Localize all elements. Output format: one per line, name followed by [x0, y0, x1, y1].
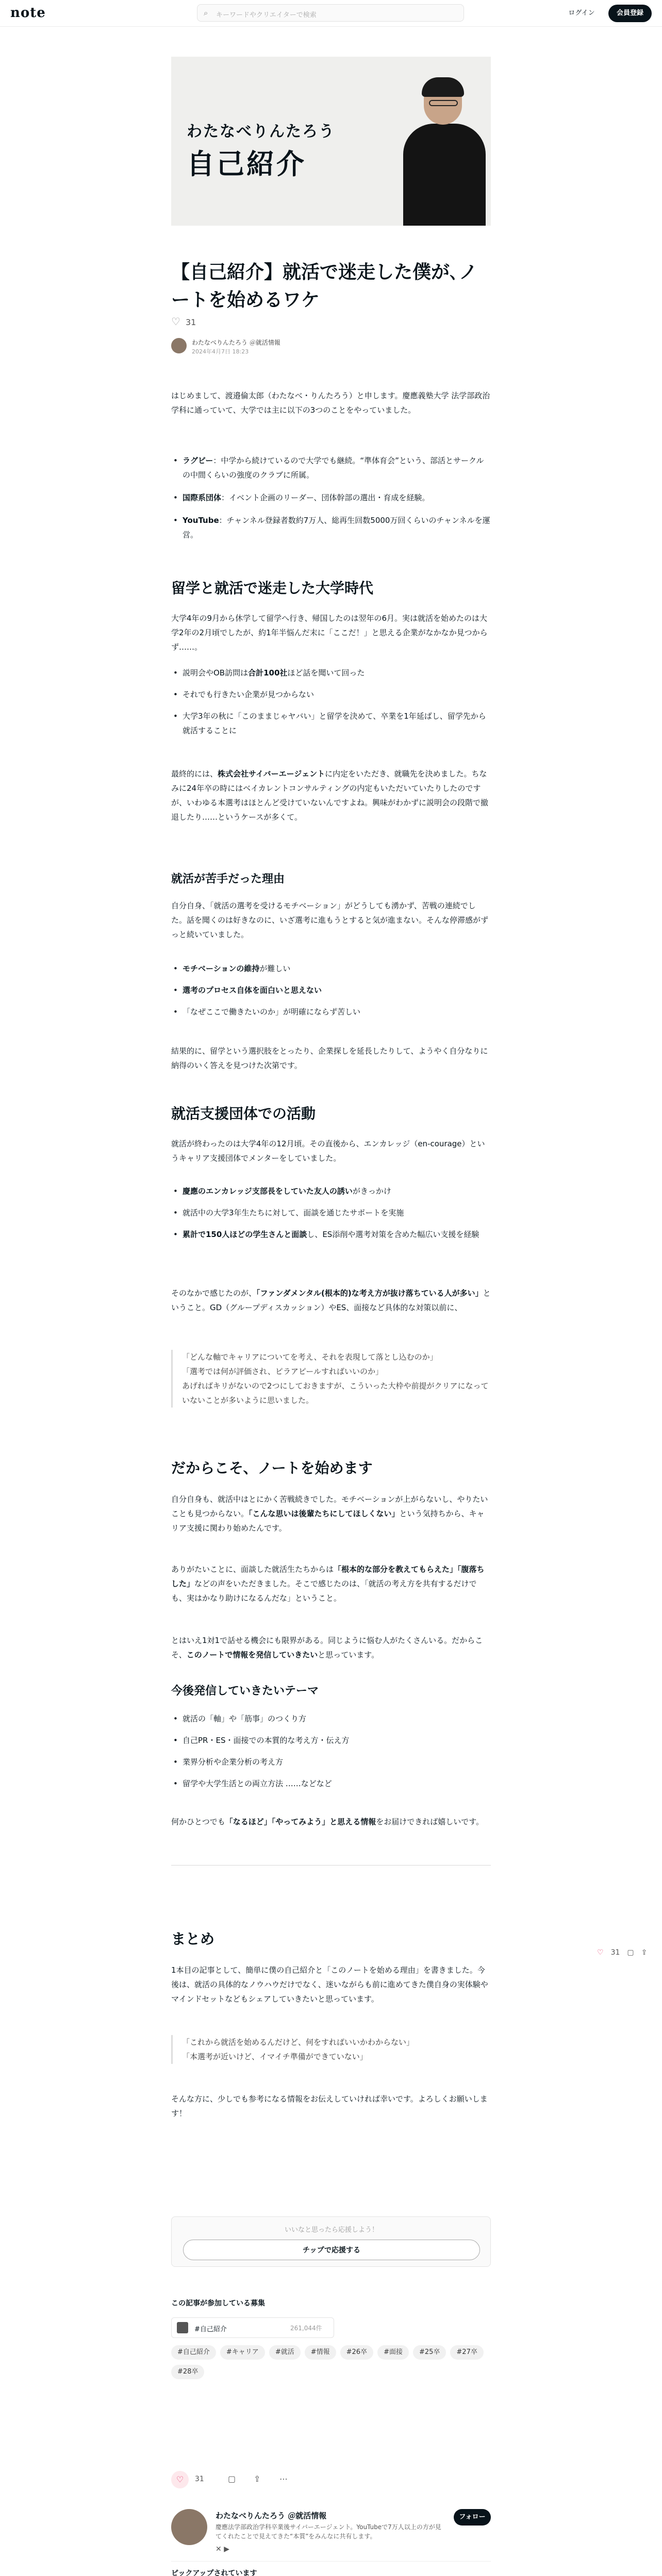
tag[interactable]: #28卒 [171, 2365, 204, 2379]
youtube-icon[interactable]: ▶ [224, 2545, 229, 2553]
pickup-heading: ピックアップされています [171, 2569, 257, 2576]
creator-bio: 慶應法学部政治学科卒業後サイバーエージェント。YouTubeで7万人以上の方が見てくれたことで見えてきた“本質”をみんなに共有します。 [216, 2523, 441, 2540]
like-button[interactable]: ♡ [171, 2471, 189, 2488]
site-header [0, 0, 662, 27]
list-item: • 国際系団体：イベント企画のリーダー、団体幹部の選出・育成を経験。 [183, 490, 491, 505]
list-item: • 累計で150人ほどの学生さんと面談し、ES添削や選考対策を含めた幅広い支援を経験 [183, 1227, 491, 1242]
subsection-heading: 今後発信していきたいテーマ [171, 1685, 319, 1698]
share-icon[interactable]: ⇪ [254, 2474, 261, 2484]
paragraph: そのなかで感じたのが、「ファンダメンタル(根本的)な考え方が抜け落ちている人が多い」ということ。GD（グループディスカッション）やES、面接など具体的な対策以前に、 [171, 1289, 491, 1312]
list-item: • YouTube：チャンネル登録者数約7万人、総再生回数5000万回くらいのチャンネルを運営。 [183, 513, 491, 542]
paragraph: 自分自身、「就活の選考を受けるモチベーション」がどうしても湧かず、苦戦の連続でした。話を聞くのは好きなのに、いざ選考に進もうとすると気が進まない。そんな停滞感がずっと続いていました。 [171, 901, 489, 939]
paragraph: ありがたいことに、面談した就活生たちからは「根本的な部分を教えてもらえた」「腹落ちした」などの声をいただきました。そこで感じたのは、「就活の考え方を共有するだけでも、実はかなり助けになるんだな」ということ。 [171, 1565, 485, 1603]
section-heading: まとめ [171, 1930, 215, 1947]
tip-button[interactable]: チップで応援する [183, 2240, 480, 2260]
tag[interactable]: #就活 [269, 2345, 301, 2360]
share-icon[interactable]: ⇪ [641, 1948, 648, 1957]
list-item: • 説明会やOB訪問は合計100社ほど話を聞いて回った [183, 666, 491, 680]
paragraph: 結果的に、留学という選択肢をとったり、企業探しを延長したりして、ようやく自分なりに納得のいく答えを見つけた次第です。 [171, 1046, 488, 1070]
tag[interactable]: #27卒 [450, 2345, 483, 2360]
more-icon[interactable]: ⋯ [279, 2474, 288, 2484]
tag[interactable]: #情報 [305, 2345, 336, 2360]
creator-card [171, 2504, 491, 2562]
article-actions [171, 2471, 491, 2488]
comment-icon[interactable]: ▢ [228, 2474, 236, 2484]
eyecatch-title: 自己紹介 [187, 148, 306, 180]
paragraph: 最終的には、株式会社サイバーエージェントに内定をいただき、就職先を決めました。ちなみに24年卒の時にはベイカレントコンサルティングの内定もいただいていたりしたのですが、いわゆる本選考はほとんど受けていないんですよね。興味がわかずに説明会の段階で撤退したり……というケースが多くて。 [171, 769, 489, 822]
eyecatch-subtitle: わたなべりんたろう [187, 123, 335, 141]
avatar[interactable] [171, 2509, 207, 2545]
x-icon[interactable]: ✕ [216, 2545, 222, 2553]
divider [171, 1865, 491, 1866]
sns-icons [216, 2545, 229, 2553]
note-logo[interactable]: note [10, 5, 46, 21]
comment-icon[interactable]: ▢ [627, 1948, 634, 1957]
tag[interactable]: #面接 [377, 2345, 409, 2360]
section-heading: だからこそ、ノートを始めます [171, 1460, 373, 1477]
list-item: • 選考のプロセス自体を面白いと思えない [183, 983, 491, 997]
avatar[interactable] [171, 338, 187, 353]
paragraph: 大学4年の9月から休学して留学へ行き、帰国したのは翌年の6月。実は就活を始めたのは大学2年の2月頃でしたが、約1年半悩んだ末に「ここだ！」と思える企業がなかなか見つからず……。 [171, 614, 488, 652]
tag[interactable]: #25卒 [413, 2345, 446, 2360]
tip-box [171, 2216, 491, 2267]
search-icon: ⌕ [204, 8, 208, 18]
search-box[interactable] [197, 4, 464, 22]
list-item: • 業界分析や企業分析の考え方 [183, 1755, 491, 1769]
paragraph: とはいえ1対1で話せる機会にも限界がある。同じように悩む人がたくさんいる。だからこそ、このノートで情報を発信していきたいと思っています。 [171, 1636, 483, 1659]
tag-list [171, 2345, 491, 2384]
login-button[interactable]: ログイン [568, 9, 595, 17]
list-item: • それでも行きたい企業が見つからない [183, 687, 491, 702]
list-item: • 就活の「軸」や「筋事」のつくり方 [183, 1711, 491, 1726]
list-item: • モチベーションの維持が難しい [183, 961, 491, 976]
search-input[interactable]: キーワードやクリエイターで検索 [216, 11, 317, 19]
publish-date: 2024年4月7日 18:23 [192, 348, 249, 355]
creator-name[interactable]: わたなべりんたろう ＠就活情報 [216, 2511, 327, 2520]
paragraph: 自分自身も、就活中はとにかく苦戦続きでした。モチベーションが上がらないし、やりたいことも見つからない。「こんな思いは後輩たちにしてほしくない」という気持ちから、キャリア支援に関わり始めたんです。 [171, 1495, 488, 1533]
tag[interactable]: #26卒 [340, 2345, 373, 2360]
floating-actions [597, 1948, 654, 1961]
magazine-heading: この記事が参加している募集 [171, 2299, 265, 2308]
quote-block: 「どんな軸でキャリアについてを考え、それを表現して落とし込むのか」 「選考では何が評価され、ピラアピールすればいいのか」 あげればキリがないので2つにしておきますが、こういった大枠や前提がクリアになっていないことが多いように思いました。 [171, 1350, 491, 1408]
eyecatch-image [171, 57, 491, 226]
author-photo [398, 77, 491, 226]
list-item: • ラグビー：中学から続けているので大学でも継続。“準体育会”という、部活とサークルの中間くらいの強度のクラブに所属。 [183, 453, 491, 482]
list-item: • 就活中の大学3年生たちに対して、面談を通じたサポートを実施 [183, 1206, 491, 1220]
article-title: 【自己紹介】就活で迷走した僕が､ノートを始めるワケ [171, 262, 478, 311]
magazine-thumbnail [177, 2322, 188, 2333]
heart-icon[interactable]: ♡ [597, 1948, 604, 1957]
paragraph: 就活が終わったのは大学4年の12月頃。その直後から、エンカレッジ（en-courage）というキャリア支援団体でメンターをしていました。 [171, 1139, 485, 1163]
section-heading: 就活支援団体での活動 [171, 1105, 316, 1122]
tag[interactable]: #自己紹介 [171, 2345, 216, 2360]
side-like-count: 31 [610, 1948, 620, 1957]
magazine-card[interactable] [171, 2317, 334, 2338]
like-count: 31 [195, 2475, 204, 2483]
follow-button[interactable]: フォロー [454, 2509, 491, 2526]
tip-text: いいなと思ったら応援しよう！ [284, 2226, 378, 2234]
magazine-name[interactable]: #自己紹介 [194, 2326, 227, 2333]
tag[interactable]: #キャリア [220, 2345, 265, 2360]
author-name[interactable]: わたなべりんたろう ＠就活情報 [192, 339, 280, 346]
heart-icon[interactable]: ♡ [171, 315, 180, 328]
signup-button[interactable]: 会員登録 [608, 5, 652, 22]
subsection-heading: 就活が苦手だった理由 [171, 873, 285, 886]
list-item: • 慶應のエンカレッジ支部長をしていた友人の誘いがきっかけ [183, 1184, 491, 1198]
like-count: 31 [185, 317, 196, 327]
like-row [171, 315, 196, 328]
paragraph: 1本目の記事として、簡単に僕の自己紹介と「このノートを始める理由」を書きました。今後は、就活の具体的なノウハウだけでなく、迷いながらも前に進めてきた僕自身の実体験やマインドセットなどもシェアしていきたいと思っています。 [171, 1965, 488, 2004]
magazine-count: 261,044件 [290, 2325, 322, 2332]
paragraph: そんな方に、少しでも参考になる情報をお伝えしていければ幸いです。よろしくお願いします！ [171, 2094, 488, 2118]
quote-block: 「これから就活を始めるんだけど、何をすればいいかわからない」 「本選考が近いけど、イマイチ準備ができていない」 [171, 2035, 491, 2064]
list-item: • 大学3年の秋に「このままじゃヤバい」と留学を決めて、卒業を1年延ばし、留学先から就活することに [183, 709, 491, 738]
list-item: • 自己PR・ES・面接での本質的な考え方・伝え方 [183, 1733, 491, 1748]
paragraph: 何かひとつでも「なるほど」「やってみよう」と思える情報をお届けできれば嬉しいです。 [171, 1817, 484, 1826]
section-heading: 留学と就活で迷走した大学時代 [171, 580, 374, 597]
intro-paragraph: はじめまして、渡邉倫太郎（わたなべ・りんたろう）と申します。慶應義塾大学 法学部政治学科に通っていて、大学では主に以下の3つのことをやっていました。 [171, 391, 490, 415]
list-item: • 「なぜここで働きたいのか」が明確にならず苦しい [183, 1005, 491, 1019]
list-item: • 留学や大学生活との両立方法 ……などなど [183, 1776, 491, 1791]
